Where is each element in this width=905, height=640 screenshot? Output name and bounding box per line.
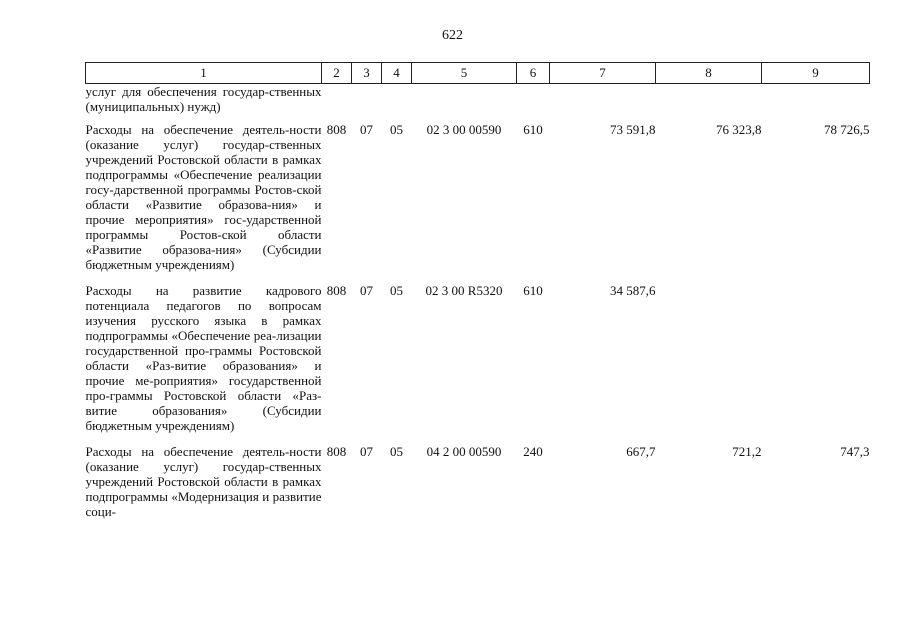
ministry-code: 808 xyxy=(326,283,347,298)
section-code: 07 xyxy=(360,122,373,137)
subsection-code xyxy=(382,84,412,123)
amount-col8 xyxy=(656,283,762,444)
table-row xyxy=(86,122,870,283)
column-header: 5 xyxy=(412,63,517,84)
target-article-code: 04 2 00 00590 xyxy=(426,444,502,459)
row-description: Расходы на развитие кадрового потенциала педагогов по вопросам изучения русского языка в рамках подпрограммы «Обеспечение реа-лизации государственной про-граммы Ростовской области «Раз-витие образования» и прочие ме-роприятия» государственной про-граммы Ростовской области «Раз-витие образования» (Субсидии бюджетным учреждениям) xyxy=(85,283,322,433)
row-description: услуг для обеспечения государ-ственных (муниципальных) нужд) xyxy=(85,84,322,114)
expense-type-code: 610 xyxy=(523,283,543,298)
column-header: 4 xyxy=(382,63,412,84)
target-article-code: 02 3 00 00590 xyxy=(426,122,502,137)
amount-col7: 34 587,6 xyxy=(610,283,656,298)
expense-type-code: 240 xyxy=(523,444,543,459)
ministry-code: 808 xyxy=(326,444,347,459)
column-header: 2 xyxy=(322,63,352,84)
subsection-code: 05 xyxy=(390,283,403,298)
column-header: 1 xyxy=(86,63,322,84)
row-description: Расходы на обеспечение деятель-ности (оказание услуг) государ-ственных учреждений Ростовской области в рамках подпрограммы «Обеспечение реализации госу-дарственной программы Ростов-ской области «Развитие образова-ния» и прочие мероприятия» гос-ударственной программы Ростов-ской области «Развитие образова-ния» (Субсидии бюджетным учреждениям) xyxy=(85,122,322,272)
header-row xyxy=(86,63,870,84)
amount-col7: 667,7 xyxy=(626,444,656,459)
page-number: 622 xyxy=(442,28,463,43)
subsection-code: 05 xyxy=(390,444,403,459)
amount-col7: 73 591,8 xyxy=(610,122,656,137)
amount-col8 xyxy=(656,84,762,123)
column-header: 6 xyxy=(517,63,550,84)
column-header: 8 xyxy=(656,63,762,84)
ministry-code xyxy=(322,84,352,123)
expense-type-code xyxy=(517,84,550,123)
amount-col8: 721,2 xyxy=(732,444,762,459)
amount-col8: 76 323,8 xyxy=(716,122,762,137)
ministry-code: 808 xyxy=(326,122,347,137)
section-code: 07 xyxy=(360,444,373,459)
amount-col7 xyxy=(550,84,656,123)
table-row xyxy=(86,84,870,123)
expense-type-code: 610 xyxy=(523,122,543,137)
subsection-code: 05 xyxy=(390,122,403,137)
section-code: 07 xyxy=(360,283,373,298)
amount-col9 xyxy=(762,84,870,123)
column-header: 9 xyxy=(762,63,870,84)
amount-col9: 747,3 xyxy=(840,444,870,459)
budget-table xyxy=(85,62,870,530)
target-article-code xyxy=(412,84,517,123)
amount-col9 xyxy=(762,283,870,444)
target-article-code: 02 3 00 R5320 xyxy=(425,283,503,298)
column-header: 3 xyxy=(352,63,382,84)
table-row xyxy=(86,283,870,444)
section-code xyxy=(352,84,382,123)
amount-col9: 78 726,5 xyxy=(824,122,870,137)
row-description: Расходы на обеспечение деятель-ности (оказание услуг) государ-ственных учреждений Ростовской области в рамках подпрограммы «Модернизация и развитие соци- xyxy=(85,444,322,519)
column-header: 7 xyxy=(550,63,656,84)
table-row xyxy=(86,444,870,530)
